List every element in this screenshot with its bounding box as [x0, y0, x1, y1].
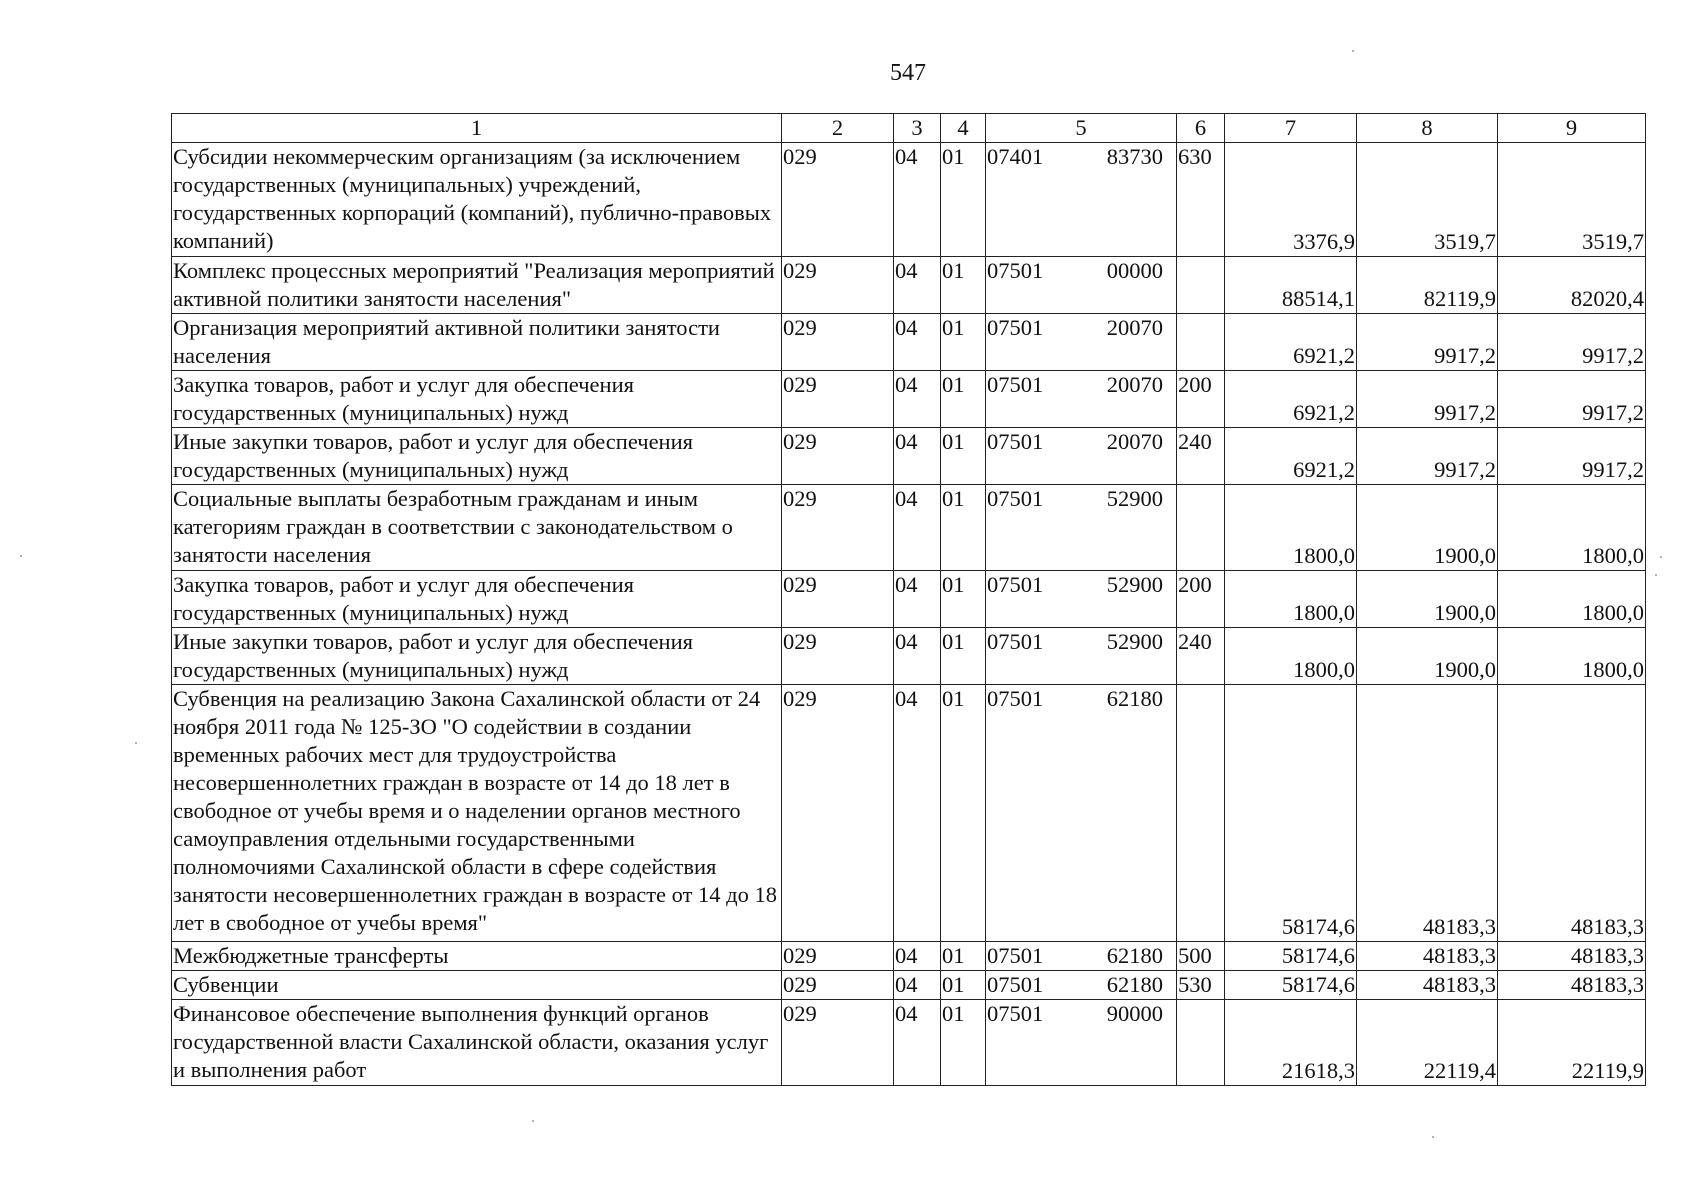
amount-year3-cell: 48183,3: [1498, 685, 1646, 942]
target-article-program-code: 07501: [987, 372, 1044, 397]
table-row: [172, 942, 1646, 971]
scan-speck: [135, 742, 137, 744]
target-article-cell: [986, 428, 1177, 485]
section-code-cell: 04: [894, 571, 941, 628]
target-article-codes: [987, 428, 1175, 456]
section-code-cell: 04: [894, 942, 941, 971]
target-article-cell: [986, 257, 1177, 314]
target-article-direction-code: 20070: [1106, 372, 1163, 397]
target-article-direction-code: 20070: [1106, 315, 1163, 340]
target-article-codes: [987, 143, 1175, 171]
row-name-cell: Комплекс процессных мероприятий "Реализация мероприятий активной политики занятости населения": [172, 257, 782, 314]
target-article-direction-code: 62180: [1106, 686, 1163, 711]
subsection-code-cell: 01: [941, 942, 986, 971]
table-row: [172, 143, 1646, 257]
table-row: [172, 685, 1646, 942]
target-article-direction-code: 83730: [1106, 144, 1163, 169]
target-article-program-code: 07501: [987, 943, 1044, 968]
target-article-direction-code: 90000: [1106, 1001, 1163, 1026]
table-row: [172, 428, 1646, 485]
amount-year1-cell: 58174,6: [1225, 942, 1357, 971]
table-row: [172, 371, 1646, 428]
expense-type-cell: 240: [1177, 628, 1225, 685]
ministry-code-cell: 029: [782, 485, 894, 571]
target-article-cell: [986, 371, 1177, 428]
column-header-3: 3: [894, 114, 941, 143]
target-article-cell: [986, 143, 1177, 257]
amount-year2-cell: 3519,7: [1357, 143, 1498, 257]
amount-year3-cell: 9917,2: [1498, 371, 1646, 428]
amount-year1-cell: 6921,2: [1225, 314, 1357, 371]
ministry-code-cell: 029: [782, 685, 894, 942]
subsection-code-cell: 01: [941, 257, 986, 314]
amount-year2-cell: 48183,3: [1357, 685, 1498, 942]
amount-year2-cell: 48183,3: [1357, 942, 1498, 971]
target-article-codes: [987, 485, 1175, 513]
column-header-7: 7: [1225, 114, 1357, 143]
target-article-direction-code: 52900: [1106, 629, 1163, 654]
target-article-direction-code: 52900: [1106, 572, 1163, 597]
table-row: [172, 314, 1646, 371]
scan-speck: [1655, 574, 1657, 576]
target-article-cell: [986, 685, 1177, 942]
scan-speck: [20, 555, 22, 557]
expense-type-cell: [1177, 314, 1225, 371]
row-name-cell: Финансовое обеспечение выполнения функций органов государственной власти Сахалинской области, оказания услуг и выполнения работ: [172, 1000, 782, 1086]
target-article-cell: [986, 628, 1177, 685]
subsection-code-cell: 01: [941, 971, 986, 1000]
amount-year1-cell: 6921,2: [1225, 428, 1357, 485]
target-article-cell: [986, 1000, 1177, 1086]
ministry-code-cell: 029: [782, 428, 894, 485]
target-article-cell: [986, 571, 1177, 628]
ministry-code-cell: 029: [782, 571, 894, 628]
expense-type-cell: [1177, 257, 1225, 314]
subsection-code-cell: 01: [941, 314, 986, 371]
section-code-cell: 04: [894, 257, 941, 314]
target-article-codes: [987, 371, 1175, 399]
amount-year3-cell: 82020,4: [1498, 257, 1646, 314]
ministry-code-cell: 029: [782, 942, 894, 971]
ministry-code-cell: 029: [782, 371, 894, 428]
amount-year3-cell: 48183,3: [1498, 942, 1646, 971]
target-article-codes: [987, 257, 1175, 285]
target-article-program-code: 07501: [987, 258, 1044, 283]
section-code-cell: 04: [894, 314, 941, 371]
target-article-program-code: 07501: [987, 315, 1044, 340]
subsection-code-cell: 01: [941, 1000, 986, 1086]
scan-speck: [1352, 50, 1354, 52]
scan-speck: [532, 1120, 534, 1122]
expense-type-cell: [1177, 685, 1225, 942]
expense-type-cell: 530: [1177, 971, 1225, 1000]
amount-year3-cell: 1800,0: [1498, 571, 1646, 628]
column-header-5: 5: [986, 114, 1177, 143]
amount-year1-cell: 21618,3: [1225, 1000, 1357, 1086]
amount-year1-cell: 1800,0: [1225, 571, 1357, 628]
amount-year2-cell: 82119,9: [1357, 257, 1498, 314]
amount-year3-cell: 22119,9: [1498, 1000, 1646, 1086]
column-header-2: 2: [782, 114, 894, 143]
amount-year1-cell: 1800,0: [1225, 628, 1357, 685]
amount-year1-cell: 6921,2: [1225, 371, 1357, 428]
table-row: [172, 571, 1646, 628]
section-code-cell: 04: [894, 428, 941, 485]
target-article-codes: [987, 971, 1175, 999]
amount-year3-cell: 9917,2: [1498, 428, 1646, 485]
expense-type-cell: 240: [1177, 428, 1225, 485]
target-article-direction-code: 52900: [1106, 486, 1163, 511]
target-article-direction-code: 20070: [1106, 429, 1163, 454]
target-article-cell: [986, 942, 1177, 971]
ministry-code-cell: 029: [782, 971, 894, 1000]
amount-year2-cell: 9917,2: [1357, 314, 1498, 371]
amount-year1-cell: 88514,1: [1225, 257, 1357, 314]
amount-year1-cell: 3376,9: [1225, 143, 1357, 257]
amount-year3-cell: 3519,7: [1498, 143, 1646, 257]
amount-year2-cell: 9917,2: [1357, 371, 1498, 428]
budget-table: [171, 113, 1646, 1086]
section-code-cell: 04: [894, 1000, 941, 1086]
row-name-cell: Субвенции: [172, 971, 782, 1000]
target-article-codes: [987, 942, 1175, 970]
row-name-cell: Организация мероприятий активной политики занятости населения: [172, 314, 782, 371]
row-name-cell: Закупка товаров, работ и услуг для обеспечения государственных (муниципальных) нужд: [172, 571, 782, 628]
amount-year1-cell: 58174,6: [1225, 971, 1357, 1000]
subsection-code-cell: 01: [941, 428, 986, 485]
ministry-code-cell: 029: [782, 1000, 894, 1086]
target-article-program-code: 07501: [987, 629, 1044, 654]
target-article-cell: [986, 971, 1177, 1000]
section-code-cell: 04: [894, 485, 941, 571]
section-code-cell: 04: [894, 143, 941, 257]
target-article-program-code: 07501: [987, 972, 1044, 997]
section-code-cell: 04: [894, 628, 941, 685]
amount-year3-cell: 48183,3: [1498, 971, 1646, 1000]
column-header-1: 1: [172, 114, 782, 143]
column-header-6: 6: [1177, 114, 1225, 143]
target-article-codes: [987, 1000, 1175, 1028]
target-article-cell: [986, 314, 1177, 371]
amount-year3-cell: 1800,0: [1498, 485, 1646, 571]
ministry-code-cell: 029: [782, 314, 894, 371]
amount-year2-cell: 1900,0: [1357, 571, 1498, 628]
expense-type-cell: 200: [1177, 371, 1225, 428]
target-article-program-code: 07501: [987, 572, 1044, 597]
subsection-code-cell: 01: [941, 685, 986, 942]
amount-year3-cell: 9917,2: [1498, 314, 1646, 371]
scan-speck: [1660, 556, 1662, 558]
amount-year3-cell: 1800,0: [1498, 628, 1646, 685]
subsection-code-cell: 01: [941, 628, 986, 685]
subsection-code-cell: 01: [941, 571, 986, 628]
expense-type-cell: [1177, 485, 1225, 571]
target-article-codes: [987, 571, 1175, 599]
page-number: 547: [890, 60, 926, 86]
subsection-code-cell: 01: [941, 485, 986, 571]
table-row: [172, 1000, 1646, 1086]
amount-year2-cell: 22119,4: [1357, 1000, 1498, 1086]
section-code-cell: 04: [894, 971, 941, 1000]
target-article-codes: [987, 685, 1175, 713]
ministry-code-cell: 029: [782, 628, 894, 685]
target-article-program-code: 07401: [987, 144, 1044, 169]
target-article-codes: [987, 628, 1175, 656]
ministry-code-cell: 029: [782, 143, 894, 257]
target-article-program-code: 07501: [987, 486, 1044, 511]
target-article-cell: [986, 485, 1177, 571]
expense-type-cell: 200: [1177, 571, 1225, 628]
target-article-program-code: 07501: [987, 1001, 1044, 1026]
ministry-code-cell: 029: [782, 257, 894, 314]
table-row: [172, 971, 1646, 1000]
table-body: [172, 143, 1646, 1086]
table-row: [172, 628, 1646, 685]
row-name-cell: Социальные выплаты безработным гражданам и иным категориям граждан в соответствии с законодательством о занятости населения: [172, 485, 782, 571]
subsection-code-cell: 01: [941, 143, 986, 257]
column-header-4: 4: [941, 114, 986, 143]
expense-type-cell: 630: [1177, 143, 1225, 257]
amount-year2-cell: 1900,0: [1357, 485, 1498, 571]
row-name-cell: Иные закупки товаров, работ и услуг для обеспечения государственных (муниципальных) нужд: [172, 428, 782, 485]
target-article-program-code: 07501: [987, 686, 1044, 711]
target-article-direction-code: 62180: [1106, 972, 1163, 997]
table-row: [172, 485, 1646, 571]
subsection-code-cell: 01: [941, 371, 986, 428]
column-header-8: 8: [1357, 114, 1498, 143]
amount-year2-cell: 1900,0: [1357, 628, 1498, 685]
row-name-cell: Межбюджетные трансферты: [172, 942, 782, 971]
column-header-9: 9: [1498, 114, 1646, 143]
row-name-cell: Субсидии некоммерческим организациям (за исключением государственных (муниципальных) учреждений, государственных корпораций (компаний), публично-правовых компаний): [172, 143, 782, 257]
amount-year1-cell: 1800,0: [1225, 485, 1357, 571]
expense-type-cell: [1177, 1000, 1225, 1086]
target-article-codes: [987, 314, 1175, 342]
row-name-cell: Закупка товаров, работ и услуг для обеспечения государственных (муниципальных) нужд: [172, 371, 782, 428]
table-row: [172, 257, 1646, 314]
amount-year2-cell: 48183,3: [1357, 971, 1498, 1000]
row-name-cell: Иные закупки товаров, работ и услуг для обеспечения государственных (муниципальных) нужд: [172, 628, 782, 685]
target-article-direction-code: 62180: [1106, 943, 1163, 968]
header-row: [172, 114, 1646, 143]
target-article-program-code: 07501: [987, 429, 1044, 454]
amount-year1-cell: 58174,6: [1225, 685, 1357, 942]
expense-type-cell: 500: [1177, 942, 1225, 971]
target-article-direction-code: 00000: [1106, 258, 1163, 283]
amount-year2-cell: 9917,2: [1357, 428, 1498, 485]
section-code-cell: 04: [894, 685, 941, 942]
section-code-cell: 04: [894, 371, 941, 428]
row-name-cell: Субвенция на реализацию Закона Сахалинской области от 24 ноября 2011 года № 125-ЗО "О содействии в создании временных рабочих мест для трудоустройства несовершеннолетних граждан в возрасте от 14 до 18 лет в свободное от учебы время и о наделении органов местного самоуправления отдельными государственными полномочиями Сахалинской области в сфере содействия занятости несовершеннолетних граждан в возрасте от 14 до 18 лет в свободное от учебы время": [172, 685, 782, 942]
scan-speck: [1432, 1136, 1434, 1138]
